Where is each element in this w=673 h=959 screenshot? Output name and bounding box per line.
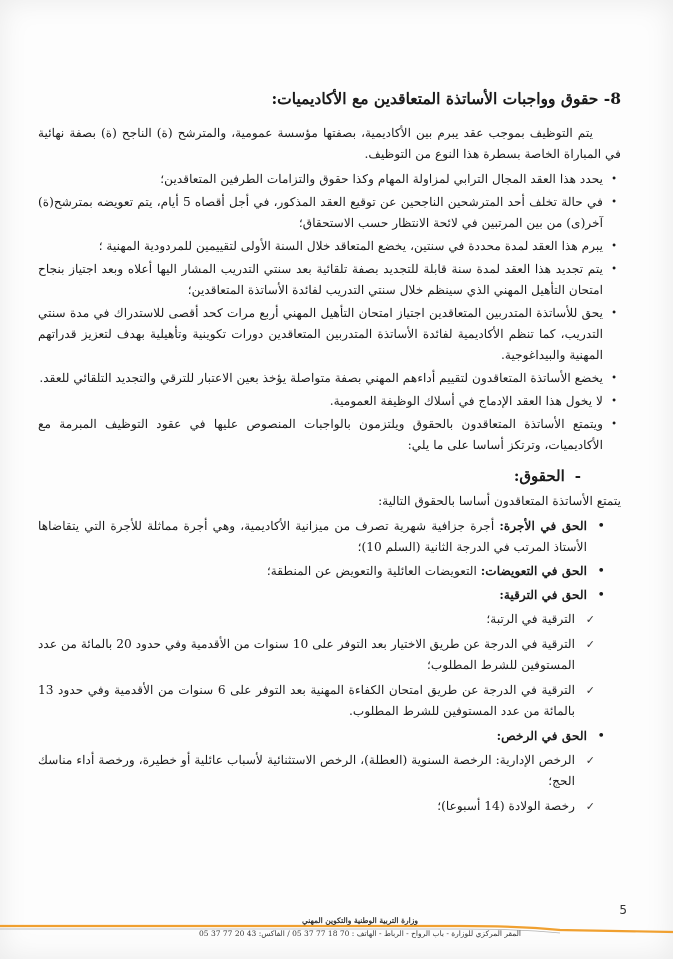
bullet-icon: • [611, 264, 617, 275]
checkmark-icon: ✓ [585, 684, 595, 697]
list-item: ✓ الترقية في الدرجة عن طريق الاختيار بعد التوفر على 10 سنوات من الأقدمية وفي حدود 20 بالمائة من عدد المستوفين للشرط المطلوب؛ [38, 634, 599, 676]
bullet-icon: • [597, 729, 605, 744]
rights-list [38, 516, 621, 817]
list-item: • يحق للأساتذة المتدربين المتعاقدين اجتياز امتحان التأهيل المهني أربع مرات كحد أقصى للاستدراك في مدة سنتي التدريب، كما تنظم الأكاديمية لفائدة الأساتذة المتدربين المتعاقدين دورات تكوينية وتأهيلية بهدف لتعزيز قدراتهم المهنية والبيداغوجية. [38, 303, 621, 366]
page-footer [150, 914, 570, 940]
checkmark-icon: ✓ [585, 754, 595, 767]
list-item: ✓ رخصة الولادة (14 أسبوعا)؛ [38, 796, 599, 817]
bullet-icon: • [611, 373, 617, 384]
right-text: أجرة جزافية شهرية تصرف من ميزانية الأكاديمية، وهي أجرة مماثلة للأجرة التي يتقاضاها الأستاذ المرتب في الدرجة الثانية (السلم 10)؛ [38, 519, 587, 554]
right-text: التعويضات العائلية والتعويض عن المنطقة؛ [266, 564, 477, 578]
right-wage [38, 516, 607, 558]
right-compensation [38, 561, 607, 582]
section-title: 8- حقوق وواجبات الأساتذة المتعاقدين مع الأكاديميات: [271, 89, 621, 108]
list-item: • يخضع الأساتذة المتعاقدون لتقييم أداءهم المهني بصفة متواصلة يؤخذ بعين الاعتبار للترقي والتجديد التلقائي للعقد. [38, 368, 621, 389]
bullet-icon: • [611, 241, 617, 252]
checkmark-icon: ✓ [585, 638, 595, 651]
footer-ministry: وزارة التربية الوطنية والتكوين المهني [302, 916, 418, 925]
right-leave [38, 726, 607, 747]
bullet-icon: • [611, 308, 617, 319]
list-item: • لا يخول هذا العقد الإدماج في أسلاك الوظيفة العمومية. [38, 391, 621, 412]
bullet-icon: • [611, 396, 617, 407]
list-item: • ويتمتع الأساتذة المتعاقدون بالحقوق ويلتزمون بالواجبات المنصوص عليها في عقود التوظيف المبرمة مع الأكاديميات، وترتكز أساسا على ما يلي: [38, 414, 621, 456]
dash-marker: - [574, 467, 581, 485]
page-number: 5 [619, 903, 627, 917]
document-body [38, 88, 621, 821]
list-item: • يتم تجديد هذا العقد لمدة سنة قابلة للتجديد بصفة تلقائية بعد سنتي التدريب المشار اليها أعلاه وبعد اجتياز بنجاح امتحان التأهيل المهني الذي سينظم خلال سنتي التدريب لفائدة الأساتذة المتعاقدين؛ [38, 259, 621, 301]
right-label: الحق في التعويضات: [480, 564, 587, 578]
list-item: ✓ الترقية في الرتبة؛ [38, 609, 599, 630]
bullet-icon: • [611, 174, 617, 185]
bullet-icon: • [611, 197, 617, 208]
footer-address: المقر المركزي للوزارة - باب الرواح - الرباط - الهاتف : 70 18 77 37 05 / الفاكس: 43 20 77 37 05 [199, 929, 521, 938]
right-label: الحق في الترقية: [499, 588, 587, 602]
right-promotion [38, 585, 607, 606]
bullet-icon: • [597, 564, 605, 579]
leave-items [38, 750, 607, 817]
right-label: الحق في الرخص: [496, 729, 587, 743]
bullet-icon: • [611, 419, 617, 430]
contract-bullets [38, 169, 621, 456]
promotion-items [38, 609, 607, 722]
bullet-icon: • [597, 588, 605, 603]
rights-intro: يتمتع الأساتذة المتعاقدون أساسا بالحقوق التالية: [378, 494, 621, 508]
intro-paragraph: يتم التوظيف بموجب عقد يبرم بين الأكاديمية، بصفتها مؤسسة عمومية، والمترشح (ة) الناجح (ة) بصفة نهائية في المباراة الخاصة بسطرة هذا النوع من التوظيف. [38, 126, 621, 161]
list-item: ✓ الترقية في الدرجة عن طريق امتحان الكفاءة المهنية بعد التوفر على 6 سنوات من الأقدمية وفي حدود 13 بالمائة من عدد المستوفين للشرط المطلوب. [38, 680, 599, 722]
rights-heading: -الحقوق: [513, 467, 581, 485]
list-item: • يبرم هذا العقد لمدة محددة في سنتين، يخضع المتعاقد خلال السنة الأولى لتقييمين للمردودية المهنية ؛ [38, 236, 621, 257]
right-label: الحق في الأجرة: [499, 519, 587, 533]
list-item: ✓ الرخص الإدارية: الرخصة السنوية (العطلة)، الرخص الاستثنائية لأسباب عائلية أو خطيرة، ورخصة أداء مناسك الحج؛ [38, 750, 599, 792]
list-item: • يحدد هذا العقد المجال الترابي لمزاولة المهام وكذا حقوق والتزامات الطرفين المتعاقدين؛ [38, 169, 621, 190]
checkmark-icon: ✓ [585, 800, 595, 813]
checkmark-icon: ✓ [585, 613, 595, 626]
bullet-icon: • [597, 519, 605, 534]
list-item: • في حالة تخلف أحد المترشحين الناجحين عن توقيع العقد المذكور، في أجل أقصاه 5 أيام، يتم تعويضه بمترشح(ة) آخر(ى) من بين المرتبين في لائحة الانتظار حسب الاستحقاق؛ [38, 192, 621, 234]
